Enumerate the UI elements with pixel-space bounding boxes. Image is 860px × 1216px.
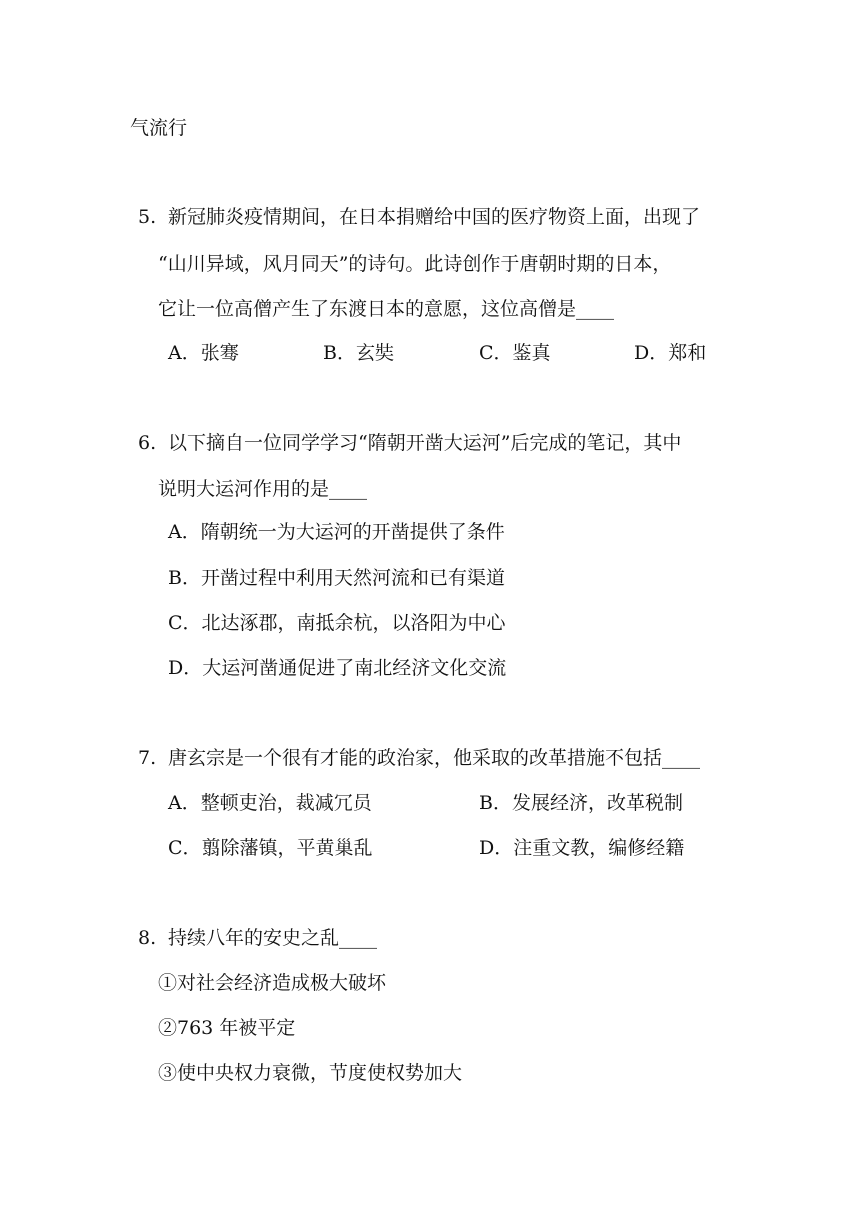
- question-5-option-a: A．张骞: [168, 342, 239, 364]
- question-6-option-c: C．北达涿郡，南抵余杭，以洛阳为中心: [168, 612, 506, 634]
- question-7-number: 7.: [138, 747, 157, 769]
- question-5-stem-line-3: 它让一位高僧产生了东渡日本的意愿，这位高僧是____: [158, 298, 615, 320]
- question-7-option-d: D．注重文教，编修经籍: [479, 837, 685, 859]
- question-8-first-line: [138, 926, 377, 950]
- question-8-number: 8.: [138, 927, 157, 949]
- question-6-number: 6.: [138, 432, 157, 454]
- question-5-option-c: C．鉴真: [479, 342, 551, 364]
- question-7-option-b: B．发展经济，改革税制: [479, 792, 683, 814]
- question-6-option-b: B．开凿过程中利用天然河流和已有渠道: [168, 567, 505, 589]
- question-7-option-c: C．翦除藩镇，平黄巢乱: [168, 837, 373, 859]
- continued-text: 气流行: [130, 117, 188, 139]
- question-6-first-line: [138, 431, 681, 455]
- question-8-item-1: ①对社会经济造成极大破坏: [158, 972, 387, 994]
- question-7-stem-line-1: 唐玄宗是一个很有才能的政治家，他采取的改革措施不包括____: [168, 747, 701, 769]
- question-6-stem-line-2: 说明大运河作用的是____: [158, 478, 368, 500]
- question-5-first-line: [138, 205, 700, 229]
- question-5-stem-line-2: “山川异域，风月同天”的诗句。此诗创作于唐朝时期的日本，: [158, 253, 672, 275]
- question-8-item-3: ③使中央权力衰微，节度使权势加大: [158, 1062, 463, 1084]
- question-8-item-2: ②763 年被平定: [158, 1017, 296, 1039]
- question-5-option-d: D．郑和: [634, 342, 707, 364]
- question-6-option-a: A．隋朝统一为大运河的开凿提供了条件: [168, 521, 505, 543]
- question-5-option-b: B．玄奘: [323, 342, 394, 364]
- question-7-first-line: [138, 746, 700, 770]
- question-6-option-d: D．大运河凿通促进了南北经济文化交流: [168, 657, 507, 679]
- question-7-option-a: A．整顿吏治，裁减冗员: [168, 792, 372, 814]
- question-5-number: 5.: [138, 206, 157, 228]
- question-5-stem-line-1: 新冠肺炎疫情期间，在日本捐赠给中国的医疗物资上面，出现了: [168, 206, 701, 228]
- question-8-stem-line-1: 持续八年的安史之乱____: [168, 927, 378, 949]
- question-6-stem-line-1: 以下摘自一位同学学习“隋朝开凿大运河”后完成的笔记，其中: [168, 432, 682, 454]
